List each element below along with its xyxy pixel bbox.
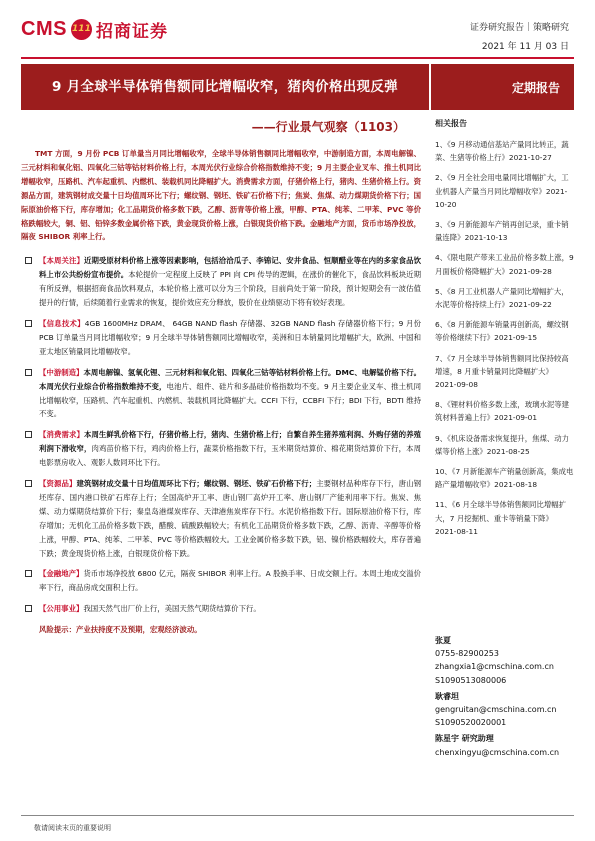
report-title: 9 月全球半导体销售额同比增幅收窄，猪肉价格出现反弹 [52, 79, 398, 95]
analyst-phone: 0755-82900253 [435, 649, 499, 659]
checkbox-bullet-icon [25, 570, 32, 577]
company-logo [21, 17, 168, 41]
related-report-item[interactable]: 9、《机床设备需求恢复提升，焦煤、动力煤等价格上涨》2021-08-25 [435, 433, 570, 456]
related-report-item[interactable]: 4、《限电限产带来工业品价格多数上涨，9 月面板价格降幅扩大》2021-09-28 [435, 253, 574, 276]
bullet-tag: 【本周关注】 [39, 256, 84, 266]
analyst-name: 张夏 [435, 636, 451, 645]
bullet-bold-text: 本周生鲜乳价格下行，仔猪价格上行，猪肉、生猪价格上行；自繁自养生猪养殖利润、外购仔猪的养殖利润下滑收窄， [39, 430, 421, 454]
related-report-item[interactable]: 11、《6 月全球半导体销售额同比增幅扩大，7 月挖掘机、重卡等销量下降》2021-08-11 [435, 500, 567, 536]
risk-text: 产业扶持度不及预期，宏观经济波动。 [75, 625, 202, 635]
bullet-text: 货币市场净投放 6800 亿元，隔夜 SHIBOR 利率上行。A 股换手率、日成交额上行。本周土地成交溢价率下行，商品房成交面积上行。 [39, 569, 421, 593]
report-date: 2021 年 11 月 03 日 [481, 42, 569, 52]
bullet-bold-text: 近期受原材料价格上涨等因素影响，包括洽洽瓜子、李锦记、安井食品、恒顺醋业等在内的多家食品饮料上市公共纷纷宣布提价。 [39, 256, 421, 280]
analyst-contact [435, 690, 574, 730]
bullet-item [21, 428, 421, 470]
analyst-email[interactable]: zhangxia1@cmschina.com.cn [435, 662, 554, 672]
analyst-name: 陈星宇 研究助理 [435, 734, 494, 744]
related-report-item[interactable]: 10、《7 月新能源车产销量创新高，集成电路产量增幅收窄》2021-08-18 [435, 467, 574, 490]
risk-label: 风险提示： [39, 625, 76, 635]
report-subtitle: ——行业景气观察（1103） [251, 120, 405, 134]
main-content [21, 147, 421, 637]
bullet-bold-text: 本周电解镍、氢氧化锂、三元材料和氧化铝、四氧化三钴等钴材料价格上行。DMC、电解锰价格下行。本周光伏行业综合价格指数维持不变， [39, 367, 421, 391]
analyst-contact [435, 732, 574, 758]
related-report-item[interactable]: 6、《8 月新能源车销量再创新高，螺纹钢等价格继续下行》2021-09-15 [435, 320, 569, 343]
analyst-contact [435, 634, 574, 687]
analyst-email[interactable]: gengruitan@cmschina.com.cn [435, 705, 557, 715]
bullet-text: 我国天然气出厂价上行，美国天然气期货结算价下行。 [83, 604, 261, 614]
analyst-cert: S1090513080006 [435, 675, 507, 685]
bullet-item [21, 602, 421, 616]
logo-cms-text: CMS [21, 17, 67, 40]
risk-warning [21, 623, 421, 637]
bullet-tag: 【资源品】 [39, 479, 77, 489]
bullet-tag: 【信息技术】 [39, 318, 85, 328]
logo-chinese-text: 招商证券 [95, 21, 168, 42]
summary-paragraph: TMT 方面，9 月份 PCB 订单量当月同比增幅收窄，全球半导体销售额同比增幅收窄，中游制造方面，本周电解镍、三元材料和氧化铝、四氧化三钴等钴材料价格上行，本周光伏行业综合价格指数维持不变；9 月主要企业叉车、推土机同比增幅收窄，压路机、汽车起重机、内燃机、装载机同比降幅扩大。消费需求方面，仔猪价格上行，猪肉、生猪价格上行。资源品方面，建筑钢材成交量十日均值周环比下行；螺纹钢、钢坯、铁矿石价格下行；焦炭、焦煤、动力煤期货价格下行；国际原油价格下行，库存增加；化工品期货价格多数下跌，乙醇、沥青等价格上涨，甲醇、PTA、纯苯、二甲苯、PVC 等价格跌幅较大，铜、铝、铅锌多数金属价格下跌，黄金现货价格上涨，白银现货价格下跌。金融地产方面，货币市场净投放，隔夜 SHIBOR 利率上行。 [21, 149, 421, 242]
checkbox-bullet-icon [25, 369, 32, 376]
bullet-tag: 【中游制造】 [39, 367, 84, 377]
related-reports-heading: 相关报告 [435, 119, 467, 128]
checkbox-bullet-icon [25, 431, 32, 438]
bullet-item [21, 254, 421, 310]
logo-badge-icon: 111 [71, 19, 92, 40]
bullet-tag: 【公用事业】 [39, 604, 84, 614]
bullet-item [21, 317, 421, 359]
title-band [21, 64, 429, 110]
footer-disclaimer: 敬请阅读末页的重要说明 [34, 824, 111, 832]
bullet-text: 本轮提价一定程度上反映了 PPI 向 CPI 传导的逻辑，在涨价的催化下，食品饮料板块近期有所反弹，根据招商食品饮料观点，本轮价格上涨可以分为三个阶段，目前尚处于第一阶段，预计短期会有一波估值提升的行情，后续随着行业需求的恢复，提价效应充分释放，股价在业绩驱动下将有较好表现。 [39, 270, 421, 308]
checkbox-bullet-icon [25, 320, 32, 327]
bullet-item [21, 567, 421, 595]
related-report-item[interactable]: 1、《9 月移动通信基站产量同比转正，蔬菜、生猪等价格上行》2021-10-27 [435, 140, 569, 163]
bullet-bold-text: 建筑钢材成交量十日均值周环比下行；螺纹钢、钢坯、铁矿石价格下行； [76, 479, 317, 489]
bullet-text: 电池片、组件、硅片和多晶硅价格指数均不变。9 月主要企业叉车、推土机同比增幅收窄，压路机、汽车起重机、内燃机、装载机同比降幅扩大。CCFI 下行，CCBFI 下行；BDI 下行，BDTI 维持不变。 [39, 381, 421, 419]
analyst-name: 耿睿坦 [435, 691, 459, 701]
bullet-item [21, 477, 421, 560]
bullet-text: 主要钢材品种库存下行，唐山钢坯库存、国内港口铁矿石库存上行；全国高炉开工率、唐山钢厂高炉开工率、唐山钢厂产能利用率下行。焦炭、焦煤、动力煤期货结算价下行；秦皇岛港煤炭库存、天津港焦炭库存下行。水泥价格指数下行。国际原油价格下行，库存增加；无机化工品价格多数下跌，醋酸、硫酸跌幅较大；有机化工品期货价格多数下跌，乙醇、沥青、辛醇等价格上涨，甲醇、PTA、纯苯、二甲苯、PVC 等价格跌幅较大。工业金属价格多数下跌，铝、镍价格跌幅较大，库存普遍下跌；黄金现货价格上涨，白银现货价格下跌。 [39, 479, 421, 558]
bullet-tag: 【消费需求】 [39, 430, 84, 440]
sidebar [431, 118, 574, 545]
checkbox-bullet-icon [25, 605, 32, 612]
bullet-text: 肉鸡苗价格下行，鸡肉价格上行，蔬菜价格指数下行，玉米期货结算价、棉花期货结算价下行，本周电影票房收入、观影人数同环比下行。 [39, 444, 421, 468]
analyst-cert: S1090520020001 [435, 718, 507, 728]
analyst-email[interactable]: chenxingyu@cmschina.com.cn [435, 747, 560, 757]
analyst-contacts [435, 634, 574, 762]
related-report-item[interactable]: 5、《8 月工业机器人产量同比增幅扩大，水泥等价格持续上行》2021-09-22 [435, 286, 569, 310]
bullet-list [21, 254, 421, 616]
related-report-item[interactable]: 3、《9 月新能源车产销再创记录，重卡销量连降》2021-10-13 [435, 220, 569, 243]
header-divider [21, 57, 574, 59]
bullet-text: 4GB 1600MHz DRAM、 64GB NAND flash 存储器、32GB NAND flash 存储器价格下行；9 月份 PCB 订单量当月同比增幅收窄；9 月全球半导体销售额同比增幅收窄，美洲和日本销量同比增幅扩大，欧洲、中国和亚太地区销量同比增幅收窄。 [39, 318, 421, 356]
related-report-item[interactable]: 2、《9 月全社会用电量同比增幅扩大，工业机器人产量当月同比增幅收窄》2021-10-20 [435, 173, 569, 209]
footer-divider [21, 815, 574, 816]
related-report-item[interactable]: 8、《锂材料价格多数上涨，玻璃水泥等建筑材料普遍上行》2021-09-01 [435, 400, 570, 423]
report-type-badge: 定期报告 [431, 64, 574, 110]
header-meta [470, 19, 569, 57]
checkbox-bullet-icon [25, 480, 32, 487]
bullet-tag: 【金融地产】 [39, 569, 84, 579]
report-category: 证券研究报告｜策略研究 [469, 23, 569, 33]
bullet-item [21, 366, 421, 422]
checkbox-bullet-icon [25, 257, 32, 264]
related-report-item[interactable]: 7、《7 月全球半导体销售额同比保持较高增速，8 月重卡销量同比降幅扩大》2021-09-08 [435, 353, 569, 390]
